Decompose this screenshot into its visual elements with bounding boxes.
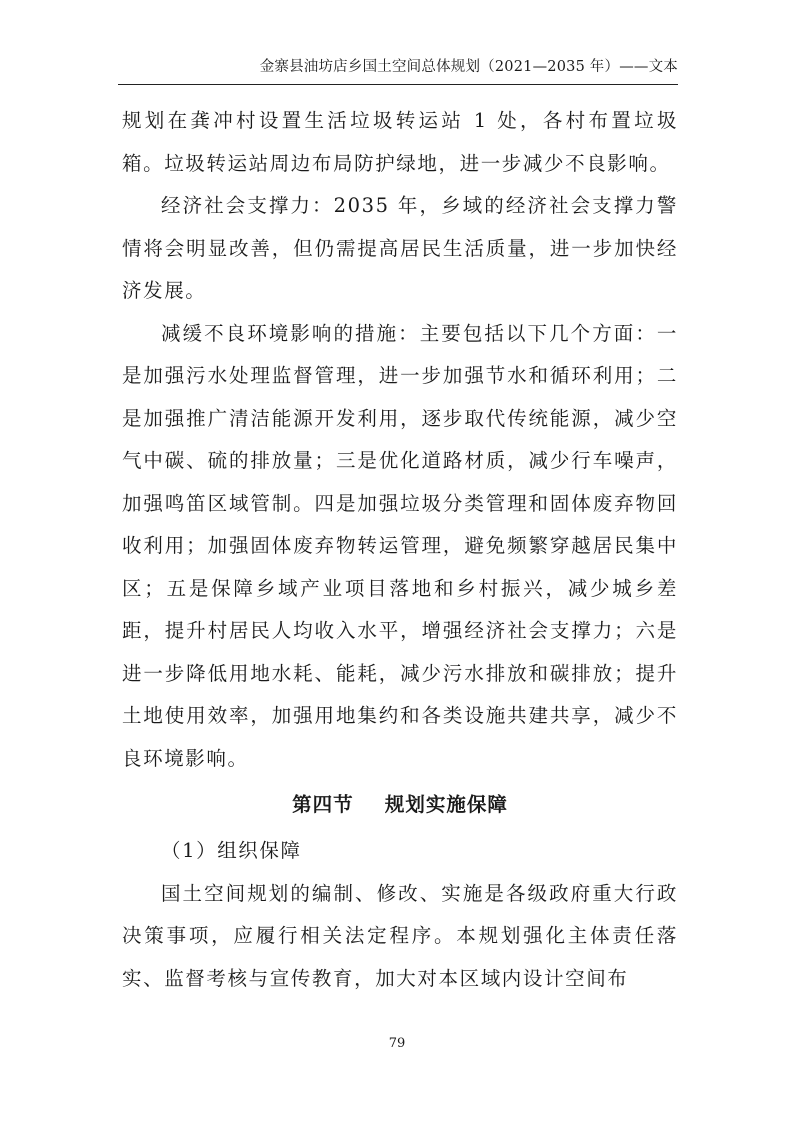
section-title: 第四节 规划实施保障 bbox=[292, 793, 508, 816]
page-number: 79 bbox=[388, 1036, 406, 1051]
running-header: 金寨县油坊店乡国土空间总体规划（2021—2035 年）——文本 bbox=[118, 54, 678, 85]
document-body bbox=[122, 100, 678, 1000]
paragraph-mitigation-measures: 减缓不良环境影响的措施：主要包括以下几个方面：一是加强污水处理监督管理，进一步加强节水和循环利用；二是加强推广清洁能源开发利用，逐步取代传统能源，减少空气中碳、硫的排放量；三是优化道路材质，减少行车噪声，加强鸣笛区域管制。四是加强垃圾分类管理和固体废弃物回收利用；加强固体废弃物转运管理，避免频繁穿越居民集中区；五是保障乡域产业项目落地和乡村振兴，减少城乡差距，提升村居民人均收入水平，增强经济社会支撑力；六是进一步降低用地水耗、能耗，减少污水排放和碳排放；提升土地使用效率，加强用地集约和各类设施共建共享，减少不良环境影响。 bbox=[122, 321, 678, 770]
subsection-title: （1）组织保障 bbox=[161, 839, 302, 862]
paragraph-organization: 国土空间规划的编制、修改、实施是各级政府重大行政决策事项，应履行相关法定程序。本规划强化主体责任落实、监督考核与宣传教育，加大对本区域内设计空间布 bbox=[122, 881, 678, 990]
paragraph-waste-transfer: 规划在龚冲村设置生活垃圾转运站 1 处，各村布置垃圾箱。垃圾转运站周边布局防护绿地，进一步减少不良影响。 bbox=[122, 109, 678, 175]
paragraph-economic-support: 经济社会支撑力：2035 年，乡域的经济社会支撑力警情将会明显改善，但仍需提高居民生活质量，进一步加快经济发展。 bbox=[122, 194, 678, 302]
